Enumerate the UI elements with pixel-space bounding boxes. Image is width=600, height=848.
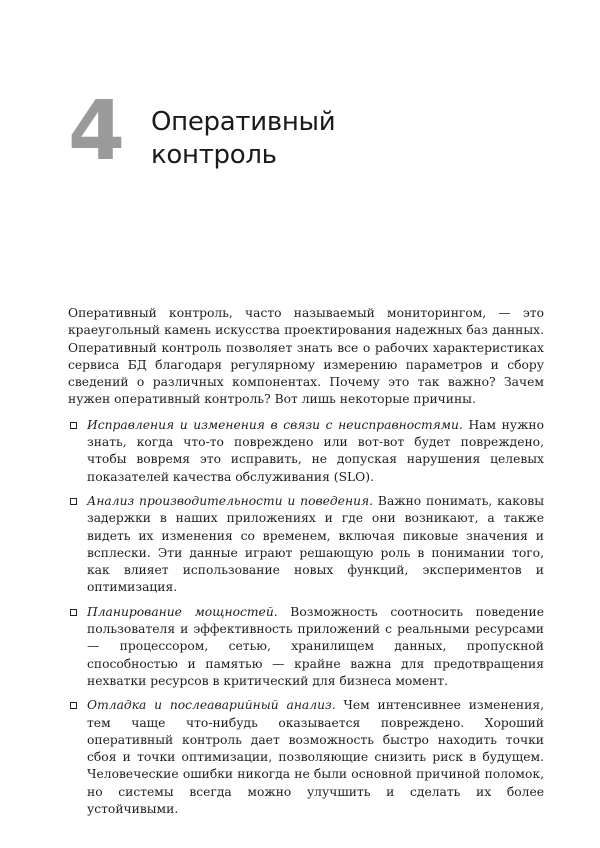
list-item (68, 697, 544, 818)
item-term: Анализ производительности и поведения. (87, 493, 374, 508)
item-term: Отладка и послеаварийный анализ. (87, 698, 336, 713)
chapter-number: 4 (68, 84, 126, 179)
item-term: Исправления и изменения в связи с неисправностями. (87, 417, 463, 432)
item-text: Нам нужно знать, когда что-то повреждено или вот-вот будет повреждено, чтобы вовремя это исправить, не допуская нарушения целевых показателей качества обслуживания (SLO). (87, 417, 544, 484)
item-text: Возможность соотносить поведение пользователя и эффективность приложений с реальными ресурсами — процессором, сетью, хранилищем данных, пропускной способностью и памятью — крайне важна для предотвращения нехватки ресурсов в критический для бизнеса момент. (87, 604, 544, 688)
list-item (68, 417, 544, 486)
chapter-body (68, 305, 544, 825)
reasons-list (68, 417, 544, 819)
checkbox-bullet-icon (70, 702, 77, 709)
chapter-title-line-1: Оперативный (151, 107, 336, 137)
intro-paragraph: Оперативный контроль, часто называемый мониторингом, — это краеугольный камень искусства проектирования надежных баз данных. Оперативный контроль позволяет знать все о рабочих характеристиках сервиса БД благодаря регулярному измерению параметров и сбору сведений о различных компонентах. Почему это так важно? Зачем нужен оперативный контроль? Вот лишь некоторые причины. (68, 306, 544, 407)
chapter-title-line-2: контроль (151, 140, 277, 170)
checkbox-bullet-icon (70, 422, 77, 429)
list-item (68, 493, 544, 597)
checkbox-bullet-icon (70, 609, 77, 616)
item-text: Важно понимать, каковы задержки в наших приложениях и где они возникают, а также видеть их изменения со временем, включая пиковые значения и всплески. Эти данные играют решающую роль в понимании того, как влияет использование новых функций, экспериментов и оптимизация. (87, 493, 544, 595)
item-text: Чем интенсивнее изменения, тем чаще что-нибудь оказывается повреждено. Хороший оперативный контроль дает возможность быстро находить точки сбоя и точки оптимизации, позволяющие снизить риск в будущем. Человеческие ошибки никогда не были основной причиной поломок, но системы всегда можно улучшить и сделать их более устойчивыми. (87, 698, 544, 817)
item-term: Планирование мощностей. (87, 604, 278, 619)
checkbox-bullet-icon (70, 498, 77, 505)
chapter-title (151, 106, 451, 172)
list-item (68, 604, 544, 690)
